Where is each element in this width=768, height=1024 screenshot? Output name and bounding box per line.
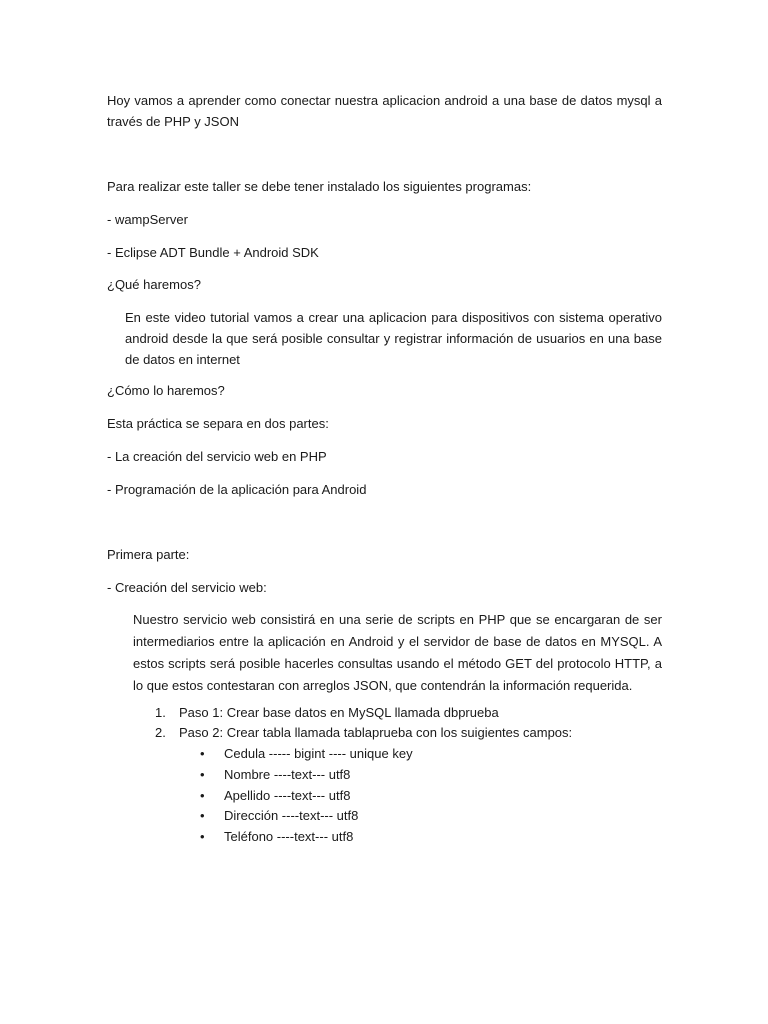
requirement-item: - Eclipse ADT Bundle + Android SDK xyxy=(107,245,319,260)
field-item: Dirección ----text--- utf8 xyxy=(224,808,359,823)
step-number: 1. xyxy=(155,705,166,720)
requirements-heading: Para realizar este taller se debe tener instalado los siguientes programas: xyxy=(107,179,532,194)
field-item: Apellido ----text--- utf8 xyxy=(224,788,351,803)
step-label: Paso 1: xyxy=(179,705,224,720)
bullet-icon: • xyxy=(200,767,205,782)
step-text: Crear tabla llamada tablaprueba con los suigientes campos: xyxy=(226,725,573,740)
part1-description: Nuestro servicio web consistirá en una serie de scripts en PHP que se encargaran de ser intermediarios entre la aplicación en Android y el servidor de base de datos en MYSQL. A estos scripts será posible hacerles consultas usando el método GET del protocolo HTTP, a lo que estos contestaran con arreglos JSON, que contendrán la información requerida. xyxy=(133,612,662,693)
step-number: 2. xyxy=(155,725,166,740)
how-part-item: - La creación del servicio web en PHP xyxy=(107,449,327,464)
part1-heading: Primera parte: xyxy=(107,547,190,562)
step-content xyxy=(179,723,572,743)
step-text: Crear base datos en MySQL llamada dbprueba xyxy=(226,705,499,720)
bullet-icon: • xyxy=(200,746,205,761)
step-content xyxy=(179,703,499,723)
step-item xyxy=(155,723,166,743)
bullet-icon: • xyxy=(200,829,205,844)
what-answer: En este video tutorial vamos a crear una aplicacion para dispositivos con sistema operativo android desde la que será posible consultar y registrar información de usuarios en una base de datos en internet xyxy=(125,310,662,367)
bullet-icon: • xyxy=(200,808,205,823)
bullet-icon: • xyxy=(200,788,205,803)
intro-paragraph: Hoy vamos a aprender como conectar nuestra aplicacion android a una base de datos mysql a través de PHP y JSON xyxy=(107,93,662,129)
step-label: Paso 2: xyxy=(179,725,224,740)
how-intro: Esta práctica se separa en dos partes: xyxy=(107,416,329,431)
field-item: Teléfono ----text--- utf8 xyxy=(224,829,354,844)
field-item: Nombre ----text--- utf8 xyxy=(224,767,351,782)
part1-subheading: - Creación del servicio web: xyxy=(107,580,267,595)
requirement-item: - wampServer xyxy=(107,212,188,227)
what-question: ¿Qué haremos? xyxy=(107,277,201,292)
how-question: ¿Cómo lo haremos? xyxy=(107,383,225,398)
field-item: Cedula ----- bigint ---- unique key xyxy=(224,746,413,761)
how-part-item: - Programación de la aplicación para Android xyxy=(107,482,367,497)
step-item xyxy=(155,703,166,723)
